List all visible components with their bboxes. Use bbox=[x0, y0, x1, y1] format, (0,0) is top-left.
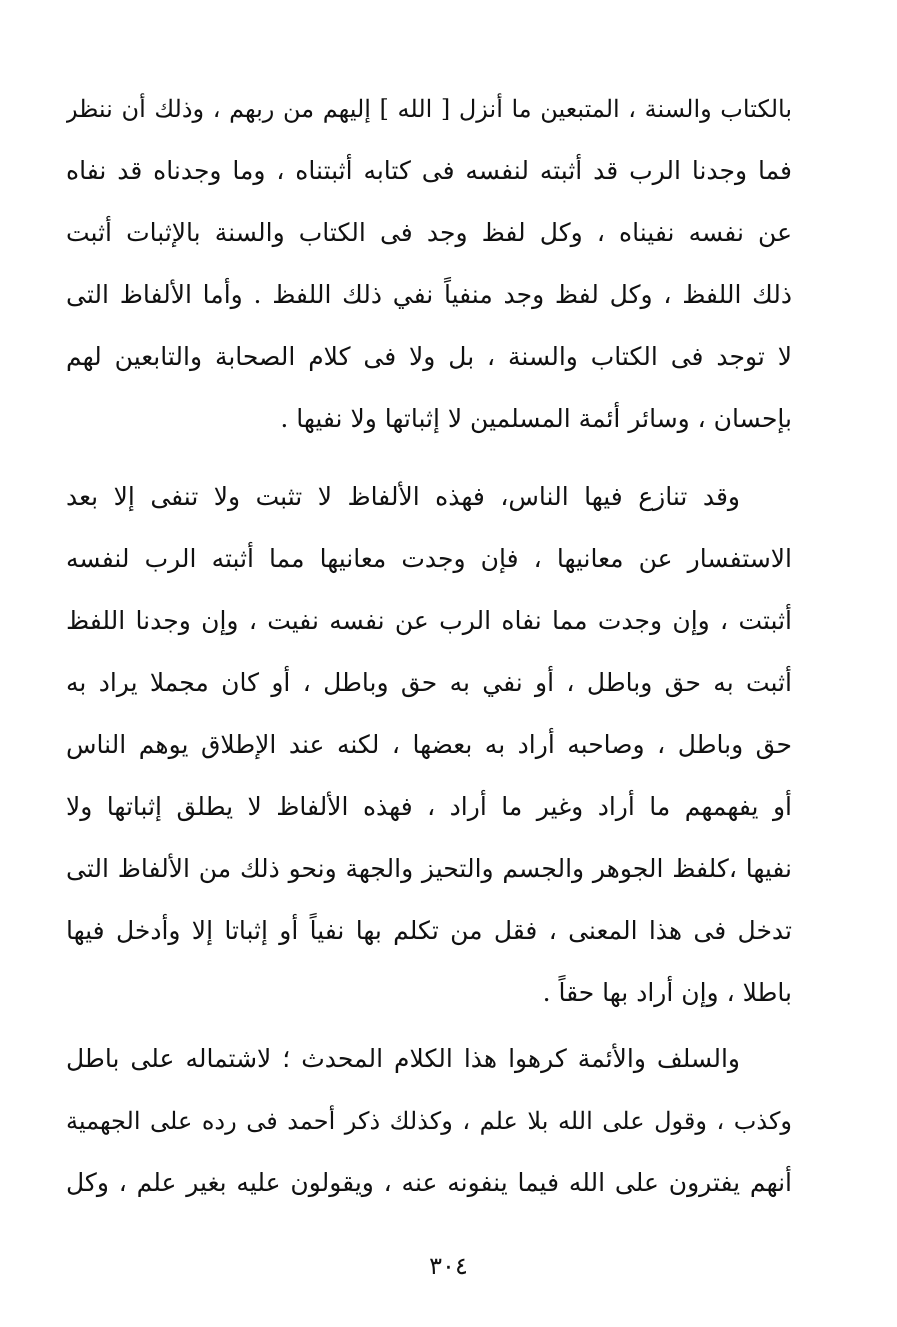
paragraph-2 bbox=[66, 466, 792, 1024]
text-line: تدخل فى هذا المعنى ، فقل من تكلم بها نفياً أو إثباتا إلا وأدخل فيها bbox=[66, 916, 792, 945]
text-line: أثبت به حق وباطل ، أو نفي به حق وباطل ، أو كان مجملا يراد به bbox=[66, 668, 792, 697]
text-line: وقد تنازع فيها الناس، فهذه الألفاظ لا تثبت ولا تنفى إلا بعد bbox=[66, 482, 740, 511]
text-line: وكذب ، وقول على الله بلا علم ، وكذلك ذكر أحمد فى رده على الجهمية bbox=[66, 1107, 792, 1135]
text-line: لا توجد فى الكتاب والسنة ، بل ولا فى كلام الصحابة والتابعين لهم bbox=[66, 342, 792, 371]
page-number: ٣٠٤ bbox=[429, 1252, 468, 1280]
text-line: الاستفسار عن معانيها ، فإن وجدت معانيها مما أثبته الرب لنفسه bbox=[66, 544, 792, 573]
text-line: بإحسان ، وسائر أئمة المسلمين لا إثباتها ولا نفيها . bbox=[280, 404, 792, 433]
text-line: أو يفهمهم ما أراد وغير ما أراد ، فهذه الألفاظ لا يطلق إثباتها ولا bbox=[66, 792, 792, 821]
paragraph-3 bbox=[66, 1028, 792, 1214]
text-line: باطلا ، وإن أراد بها حقاً . bbox=[542, 978, 792, 1007]
text-line: ذلك اللفظ ، وكل لفظ وجد منفياً نفي ذلك اللفظ . وأما الألفاظ التى bbox=[66, 280, 792, 309]
text-line: بالكتاب والسنة ، المتبعين ما أنزل [ الله ] إليهم من ربهم ، وذلك أن ننظر bbox=[66, 95, 792, 123]
text-line: عن نفسه نفيناه ، وكل لفظ وجد فى الكتاب والسنة بالإثبات أثبت bbox=[66, 218, 792, 247]
text-line: نفيها ،كلفظ الجوهر والجسم والتحيز والجهة ونحو ذلك من الألفاظ التى bbox=[66, 854, 792, 883]
text-line: حق وباطل ، وصاحبه أراد به بعضها ، لكنه عند الإطلاق يوهم الناس bbox=[66, 730, 792, 759]
text-line: فما وجدنا الرب قد أثبته لنفسه فى كتابه أثبتناه ، وما وجدناه قد نفاه bbox=[66, 156, 792, 185]
paragraph-1 bbox=[66, 78, 792, 450]
text-line: أثبتت ، وإن وجدت مما نفاه الرب عن نفسه نفيت ، وإن وجدنا اللفظ bbox=[66, 606, 792, 635]
text-line: والسلف والأئمة كرهوا هذا الكلام المحدث ؛ لاشتماله على باطل bbox=[66, 1044, 740, 1073]
text-line: أنهم يفترون على الله فيما ينفونه عنه ، ويقولون عليه بغير علم ، وكل bbox=[66, 1168, 792, 1197]
